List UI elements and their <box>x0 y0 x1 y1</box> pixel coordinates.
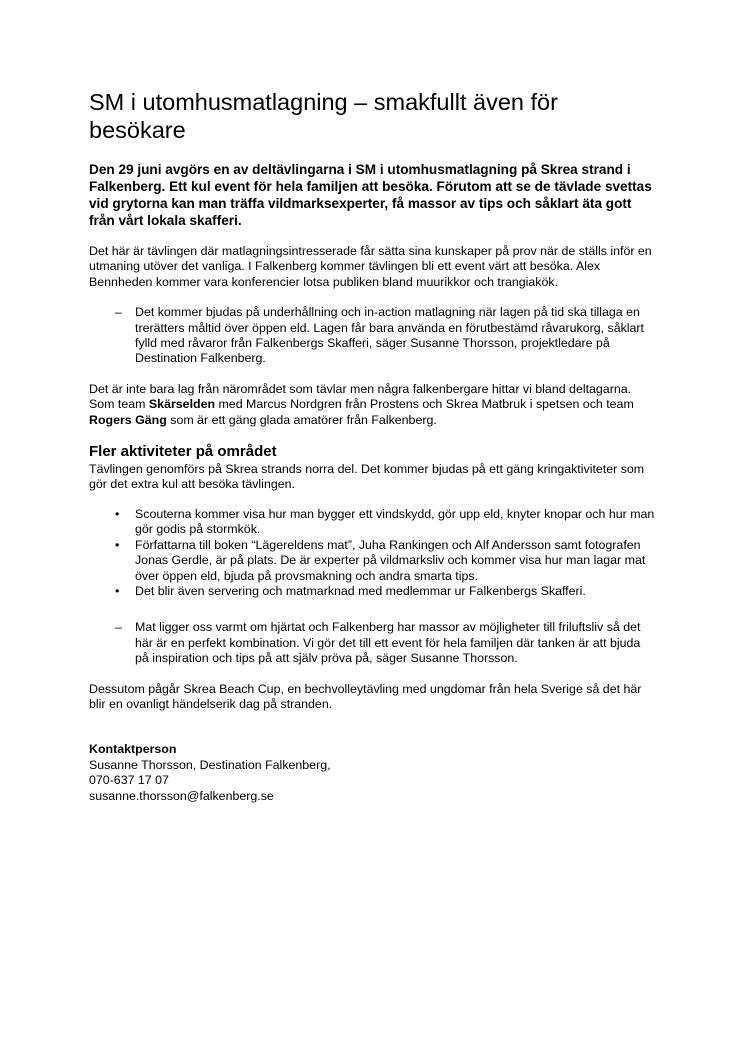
list-item-text: Det blir även servering och matmarknad med medlemmar ur Falkenbergs Skafferi. <box>135 583 586 598</box>
list-item <box>89 538 659 584</box>
page-title: SM i utomhusmatlagning – smakfullt även för besökare <box>89 89 558 143</box>
bullet-icon: • <box>115 506 120 521</box>
section-intro-paragraph: Tävlingen genomförs på Skrea strands norra del. Det kommer bjudas på ett gäng kringaktiviteter som gör det extra kul att besöka tävlingen. <box>89 462 645 492</box>
bullet-icon: • <box>115 583 120 598</box>
quote-dash: – <box>115 620 122 635</box>
contact-label: Kontaktperson <box>89 742 177 757</box>
teams-paragraph <box>89 382 659 428</box>
document-page <box>89 88 659 804</box>
team-name-1: Skärselden <box>148 397 216 412</box>
contact-block <box>89 742 659 804</box>
quote-text: Det kommer bjudas på underhållning och in-action matlagning när lagen på tid ska tillaga en trerätters måltid över öppen eld. Lagen får bara använda en förutbestämd råvarukorg, såklart fylld med råvaror från Falkenbergs Skafferi, säger Susanne Thorsson, projektledare på Destination Falkenberg. <box>135 305 644 366</box>
section-heading: Fler aktiviteter på området <box>89 443 277 461</box>
bullet-icon: • <box>115 537 120 552</box>
team-name-2: Rogers Gäng <box>89 412 167 427</box>
teams-text-3: som är ett gäng glada amatörer från Falkenberg. <box>166 412 437 427</box>
quote-text: Mat ligger oss varmt om hjärtat och Falkenberg har massor av möjligheter till friluftsliv så det här är en perfekt kombination. Vi gör det till ett event för hela familjen där tanken är att bjuda på inspiration och tips på att själv pröva på, säger Susanne Thorsson. <box>135 620 641 666</box>
contact-phone: 070-637 17 07 <box>89 773 169 788</box>
list-item-text: Scouterna kommer visa hur man bygger ett vindskydd, gör upp eld, knyter knopar och hur man gör godis på stormkök. <box>135 506 655 537</box>
activities-list <box>89 507 659 599</box>
closing-paragraph: Dessutom pågår Skrea Beach Cup, en bechvolleytävling med ungdomar från hela Sverige så det här blir en ovanligt händelserik dag på stranden. <box>89 681 642 711</box>
quote-dash: – <box>115 305 122 320</box>
list-item-text: Författarna till boken “Lägereldens mat”, Juha Rankingen och Alf Andersson samt fotografen Jonas Gerdle, är på plats. De är experter på vildmarksliv och kommer visa hur man lagar mat över öppen eld, bjuda på provsmakning och andra smarta tips. <box>135 537 646 583</box>
teams-text-2: med Marcus Nordgren från Prostens och Skrea Matbruk i spetsen och team <box>215 397 634 412</box>
teams-text-1: Det är inte bara lag från närområdet som tävlar men några falkenbergare hittar vi bland deltagarna. Som team <box>89 381 632 412</box>
list-item <box>89 584 659 599</box>
intro-paragraph: Det här är tävlingen där matlagningsintresserade får sätta sina kunskaper på prov när de ställs inför en utmaning utöver det vanliga. I Falkenberg kommer tävlingen bli ett event värt att besöka. Alex Bennheden kommer vara konferencier lotsa publiken bland muurikkor och trangiakök. <box>89 244 652 289</box>
lead-paragraph: Den 29 juni avgörs en av deltävlingarna i SM i utomhusmatlagning på Skrea strand i Falkenberg. Ett kul event för hela familjen att besöka. Förutom att se de tävlade svettas vid grytorna kan man träffa vildmarksexperter, få massor av tips och såklart äta gott från vårt lokala skafferi. <box>89 162 652 228</box>
contact-email[interactable]: susanne.thorsson@falkenberg.se <box>89 788 274 803</box>
list-item <box>89 507 659 538</box>
contact-name: Susanne Thorsson, Destination Falkenberg, <box>89 757 331 772</box>
quote-block-1 <box>89 305 659 367</box>
quote-block-2 <box>89 620 659 666</box>
